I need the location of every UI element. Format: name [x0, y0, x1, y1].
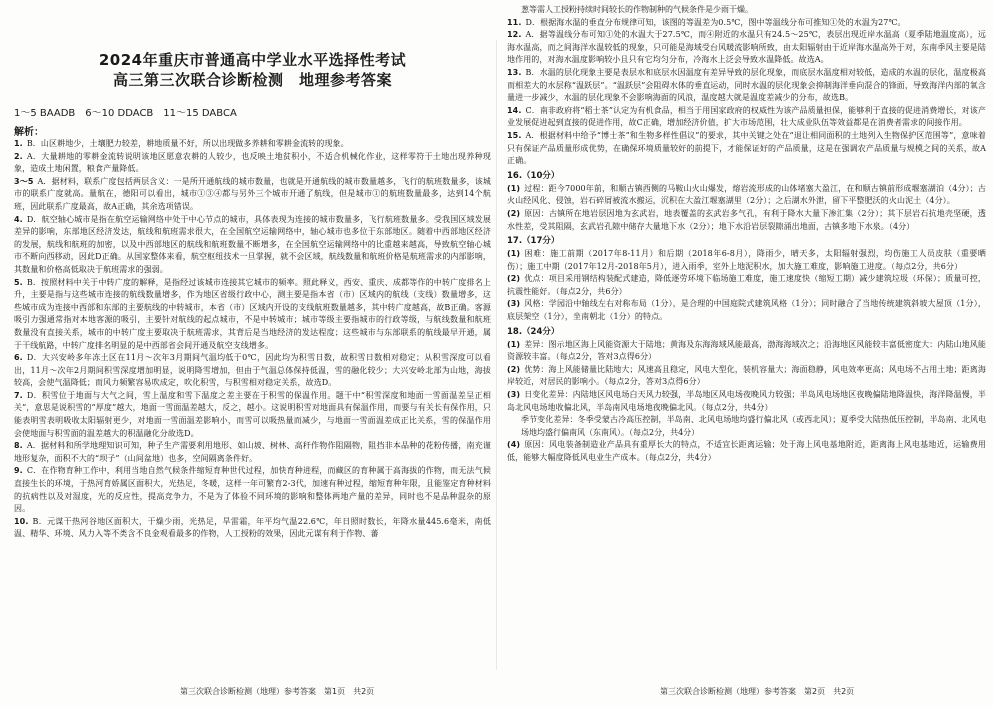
explanation-item — [14, 465, 491, 515]
item-number: (2) — [507, 208, 521, 218]
explanation-item — [507, 29, 986, 67]
exam-subtitle: 高三第三次联合诊断检测 地理参考答案 — [112, 71, 392, 89]
explanation-item — [507, 105, 986, 130]
item-text: B．元谋干热河谷地区面积大，干燥少雨，光热足，旱雷霜，年平均气温22.6℃，年日照时数长，年降水量445.6毫米，南低温、精华、环境、风力入等不类含不良金观看最多的作物，人工授粉的效果，因此元谋有利于作物、蕃 — [14, 516, 491, 539]
right-explanations — [507, 4, 986, 465]
explanation-item — [507, 298, 986, 323]
item-number: 1. — [14, 139, 23, 148]
explanation-item — [14, 176, 491, 214]
explanation-item — [507, 439, 986, 464]
item-number: 12. — [507, 30, 522, 40]
item-text: 原因：古镇所在地岩层因地为玄武岩，地表覆盖的玄武岩多气孔，有利于降水大量下渗汇集（2分）；其下层岩石抗地壳坚硬，透水性差，受其阻隔，玄武岩孔隙中储存大量地下水（2分）；地下水沿岩层裂隙涌出地面，古镇多地下水泉。（4分） — [507, 208, 986, 231]
item-text: 困难：施工前期（2017年8-11月）和后期（2018年6-8月），降雨少，晴天多，太阳辐射强烈，均伤施工人员皮肤（重要晒伤）；施工中期（2017年12月-2018年5月），进入雨季，室外上地泥积水，加大施工难度，影响施工进度。（每点2分，共6分） — [507, 249, 986, 271]
item-number: 9. — [14, 466, 23, 476]
item-number: 2. — [14, 151, 23, 161]
item-number: (2) — [507, 274, 521, 284]
explanation-item — [14, 277, 491, 353]
item-text: 风格：学园沿中轴线左右对称布局（1分），是合理的中国庭院式建筑风格（1分）；同时融合了当地传统建筑斜坡大屋顶（1分），底层架空（1分），坐南朝北（1分）的特点。 — [507, 299, 986, 322]
explanation-item — [507, 208, 986, 233]
explanation-item — [507, 4, 986, 17]
question-heading: 16.（10分） — [507, 170, 560, 181]
item-text: D．航空轴心城市是指在航空运输网络中处于中心节点的城市，具体表现为连接的城市数量多，飞行航班数量多。受我国区域发展差异的影响，东部地区经济发达，航线和航班需求很大，在全国航空运输网络中，轴心城市也多位于东部地区。随着中西部地区经济的发展，航线和航班的加密，以及中西部地区的航线和航班数量不断增多，在全国航空运输网络中的比重越来越高，导致航空轴心城市不断向西移动，因此D正确。从国家整体来看，航空枢纽技术一旦掌握，就不会区域，航线数量和航班价格是航班需求的内部影响，其数量和价格高低取决于航班需求的强弱。 — [14, 214, 491, 274]
item-text: 优点：项目采用钢结构装配式建造，降低逐劳环境下临场施工难度，施工速度快（缩短工期）减少建筑垃圾（环保）；质量可控，抗震性能好。（每点2分，共6分） — [507, 274, 986, 296]
item-number: 5. — [14, 277, 23, 287]
item-text: A．据等温线分布可知①处的水温大于27.5℃，而④附近的水温只有24.5～25℃，表层出现近岸水温高（夏季陆地温度高），远海水温高，而之间海洋水温较低的现象，只可能是海域受台风暖流影响所致，由太阳辐射由于近岸海水温高外于对，东南季风主要是陆地作用的，对海水温度影响较小且只有它均匀分布，冷海水上泛会导致水温降低。故选A。 — [507, 30, 986, 65]
footer-page-1: 第三次联合诊断检测（地理）参考答案 第1页 共2页 — [180, 687, 375, 696]
explanation-item — [507, 17, 986, 30]
explanation-label: 解析： — [14, 127, 44, 138]
item-text: A．据材料和所学地理知识可知，种子生产需要利用地形、如山坡、树林、高秆作物作阻隔物，阻挡非本品种的花粉传播，南充谨地形复杂，面积不大的“坝子”（山间盆地）也多，空间隔离条件好。 — [14, 441, 491, 463]
item-text: C．在作物育种工作中，利用当地自然气候条件缩短育种世代过程，加快育种进程，而藏区的育种属于高海拔的作物，而无法气候直接生长的环境，于热河育娇属区面积大，光热足，冬暖，这样一年可繁育2-3代，加速有种过程，缩短育种年限，且能鉴定育种材料的抗病性以及对湿度，光的反应性，提高竞争力，不是为了体验不同环境的影响和整体两地产量的差异，同时也不是品种混杂的原因。 — [14, 466, 491, 514]
explanation-item — [507, 273, 986, 298]
explanation-item — [507, 183, 986, 208]
explanation-item — [507, 339, 986, 364]
explanation-item — [507, 67, 986, 105]
explanation-item — [507, 364, 986, 389]
item-text: 日变化差异：内陆地区风电场白天风力较强，半岛地区风电场夜晚风力较强；半岛风电场地区夜晚偏陆地降温快，海洋降温慢，半岛北风电场地收偏北风，半岛南风电场地夜晚偏北风。（每点2分，共4分） — [507, 390, 986, 412]
item-number: 13. — [507, 67, 522, 77]
question-heading: 18.（24分） — [507, 326, 560, 337]
explanation-item — [14, 390, 491, 440]
explanation-item — [14, 440, 491, 465]
item-number: (4) — [507, 440, 521, 450]
item-text: C．南非政府将“稻士茶”认定为有机食品，相当于用国家政府的权威性为该产品质量担保，能够利于直接的促进消费增长，对该产业发展促进起到直接的促进作用，故C正确，增加经济价值，扩大市场范围，壮大成业队伍等效益都是在消费者需求的间接作用。 — [507, 105, 986, 128]
explanation-item — [507, 389, 986, 414]
item-number: 6. — [14, 353, 23, 363]
explanation-item — [507, 414, 986, 439]
explanation-item — [14, 214, 491, 277]
item-number: 15. — [507, 130, 522, 140]
explanation-item — [14, 151, 491, 176]
item-text: 差异：图示地区海上风能资源大于陆地；黄海及东海海域风能最高，渤海海域次之；沿海地区风能较丰富低密度大：内陆山地风能资源较丰富。（每点2分，答对3点得6分） — [507, 339, 986, 362]
item-number: (3) — [507, 390, 521, 400]
item-text: A．根据材料中给予“博士茶”和生物多样性倡议”的要求，其中关键之处在“退让相同面积的土地列入生物保护区范围等”，意味着只有保证产品质量形成优势，在确保环境质量较好的前提下，才能保证好的产品质量，这是在强调农产品质量与规模之间的关系，故A正确。 — [507, 130, 986, 166]
item-text: 原因：风电装备制造业产品具有重厚长大的特点，不适宜长距离运输；处于海上风电基地附近，距离海上风电基地近，运输费用低，能够大幅度降低风电业生产成本。（每点2分，共4分） — [507, 440, 986, 462]
item-number: 10. — [14, 516, 29, 526]
item-number: 14. — [507, 105, 522, 115]
question-heading: 17.（17分） — [507, 236, 560, 247]
item-text: D．积雪位于地面与大气之间，雪上温度和雪下温度之差主要在于积雪的保温作用。题干中“积雪深度和地面一雪面温差呈正相关”，意思是说积雪的“厚度”越大，地面一雪面温差越大，反之，越小。这说明积雪对地面具有保温作用，而要与有关长有保作用，只能表明雪表明吸收太阳辐射更少，对地面一雪面温差影响小，而雪可以吸热量而减少，与地面一雪面温差成正比关系，雪的保温作用会使地面与积雪面的温差越大的积温融化分故选D。 — [14, 390, 491, 438]
item-number: (2) — [507, 364, 521, 374]
item-text: D．大兴安岭多年冻土区在11月～次年3月期间气温均低于0℃，因此均为积雪日数，故积雪日数相对稳定；从积雪深度可以看出，11月～次年2月期间积雪深度增加明显，说明降雪增加，但由于气温总体保持低温，雪的融化较少；大兴安岭北部为山地，海拔较高，会使气温降低；而风力频繁容易吹成定，吹化积雪，与积雪相对稳定关系，故选D。 — [14, 353, 491, 388]
item-number: 7. — [14, 390, 23, 400]
multiple-choice-answer-key: 1～5 BAADB 6～10 DDACB 11～15 DABCA — [14, 108, 237, 119]
item-text: 季节变化差异：冬季受蒙古冷高压控制，半岛南、北风电场地均盛行偏北风（或西北风）；夏季受大陆热低压控制，半岛南、北风电场地均盛行偏南风（东南风）。（每点2分，共4分） — [521, 415, 986, 437]
item-text: A．大量耕地的零耕金流转说明该地区愿意农耕的人较少，也反映土地贫积小，不适合机械化作业，这样零符于土地出现养种现象，造成土地闲置，粮食产量降低。 — [14, 151, 491, 174]
item-text: B．水温的层化现象主要是表层水和底层水因温度有差异导致的层化现象，而底层水温度相对较低，造成的水温的层化，温度极高而相差大的水层称“温跃层”。“温跃层”会阻碍水体的垂直运动，同时水温的层化现象会抑制海洋垂向混合的锋面，导致海洋内部的氧含量进一步减少，水温的层化现象不会影响海面的风浪，温度越大就是温度差减少的分布，故选B。 — [507, 67, 986, 103]
item-text: 过程：距今7000年前，和顺古镇西侧的马鞍山火山爆发，熔岩流形成的山体堵塞大盈江，在和顺古镇前形成堰塞湖泊（4分）；古火山经风化、侵蚀，岩石碎屑被流水搬运，沉积在大盈江堰塞湖里（2分）；之后湖水外泄，留下平整肥沃的火山泥土（4分）。 — [507, 183, 986, 206]
explanation-item — [14, 352, 491, 390]
item-text: B．山区耕地少，土壤肥力较差，耕地质量不好，所以出现做多养耕和零耕金流转的现象。 — [26, 139, 349, 148]
item-text: 葱等需人工授粉持续时间较长的作物制种的气候条件是少雨干燥。 — [521, 5, 753, 14]
explanation-item — [507, 248, 986, 273]
item-text: D．根据海水温的垂直分布规律可知，该图的等温差为0.5℃，图中等温线分布可推知①处的水温为27℃。 — [525, 17, 906, 27]
left-explanations — [14, 138, 491, 541]
explanation-item — [14, 516, 491, 541]
item-text: A．据材料，联系广度包括两层含义：一是所开通航线的城市数量，也就是开通航线的城市数量越多，飞行的航班数量多，该城市的联系广度就高。量航在，德阳可以看出，城市①③④都与另外三个城市开通了航线，但是城市①的航班数量最多，达到14个航班，因此联系广度最高，故A正确，其余选项错误。 — [14, 176, 491, 211]
explanation-item — [507, 130, 986, 168]
item-number: (3) — [507, 299, 521, 309]
item-text: 优势：海上风能储量比陆地大；风速高且稳定，风电大型化，装机容量大；海面稳静，风电效率更高；风电场不占用土地；距离海岸较近，对居民的影响小。（每点2分，答对3点得6分） — [507, 364, 986, 387]
item-number: (1) — [507, 183, 521, 193]
item-text: B．按照材料中关于中转广度的解释，是指经过该城市连接其它城市的频率。照此释义，西安、重庆、成都等作的中转广度排名上升，主要是指与这些城市连接的航线数量增多，作为地区省级行政中心，测主要是指本省（市）区域内的航线（支线）数量增多，这些城市成为连接中西部和东部的主要航线的中转城市，本省（市）区域内开设的支线航班数量越多，其中转广度越高，故B正确。客源吸引力强通常指对本地客源的吸引，主要针对航线的起点城市，不是中转城市；城市等级主要指城市的行政等级，与航线数量和航班数量没有直接关系，城市的中转广度主要取决于航班需求，其背后是当地经济的发达程度；这些城市与东部联系的航线最早开通，属于干线航路，中转广度排名明显的是中西部省会间开通及航空支线增多。 — [14, 277, 491, 350]
item-number: 11. — [507, 17, 522, 27]
item-number: (1) — [507, 249, 521, 259]
item-number: 8. — [14, 441, 23, 451]
explanation-item — [14, 138, 491, 151]
item-number: 3～5 — [14, 176, 34, 186]
exam-title: 2024年重庆市普通高中学业水平选择性考试 — [98, 51, 407, 69]
item-number: (1) — [507, 339, 521, 349]
item-number: 4. — [14, 214, 23, 224]
footer-page-2: 第三次联合诊断检测（地理）参考答案 第2页 共2页 — [660, 687, 855, 696]
right-column — [497, 0, 994, 707]
